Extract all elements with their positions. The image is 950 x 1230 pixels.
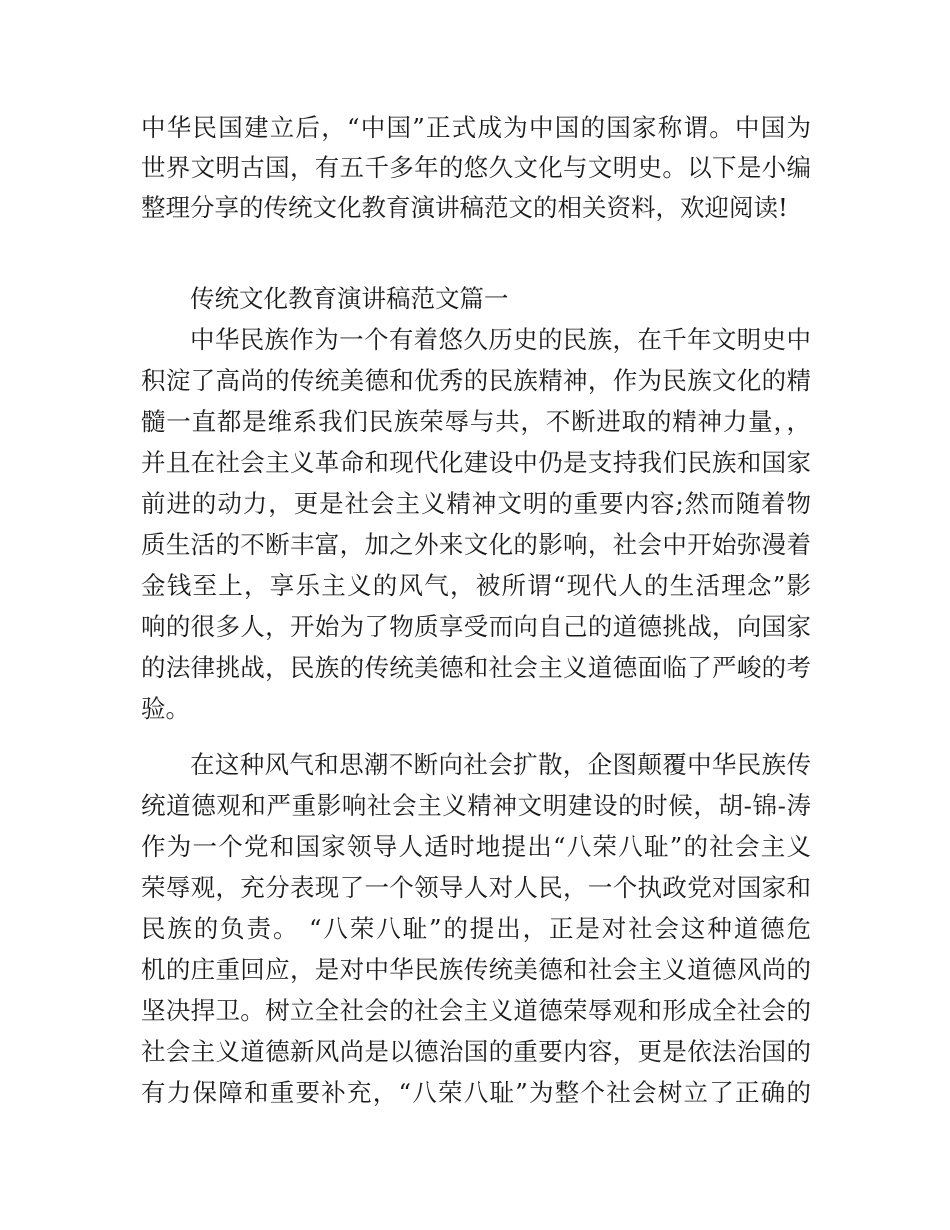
paragraph-line: 坚决捍卫。树立全社会的社会主义道德荣辱观和形成全社会的	[141, 996, 811, 1025]
section-title: 传统文化教育演讲稿范文篇一	[190, 284, 509, 313]
paragraph-line: 社会主义道德新风尚是以德治国的重要内容，更是依法治国的	[141, 1037, 811, 1066]
paragraph-line: 作为一个党和国家领导人适时地提出“八荣八耻”的社会主义	[141, 832, 811, 861]
paragraph-line: 响的很多人，开始为了物质享受而向自己的道德挑战，向国家	[141, 612, 811, 641]
paragraph-line: 中华民族作为一个有着悠久历史的民族，在千年文明史中	[190, 325, 811, 354]
paragraph-line: 的法律挑战，民族的传统美德和社会主义道德面临了严峻的考	[141, 653, 811, 682]
paragraph-line: 在这种风气和思潮不断向社会扩散，企图颠覆中华民族传	[190, 750, 811, 779]
paragraph-line: 并且在社会主义革命和现代化建设中仍是支持我们民族和国家	[141, 448, 811, 477]
paragraph-line: 荣辱观，充分表现了一个领导人对人民，一个执政党对国家和	[141, 873, 811, 902]
intro-line: 中华民国建立后，“中国”正式成为中国的国家称谓。中国为	[141, 113, 811, 142]
intro-line: 整理分享的传统文化教育演讲稿范文的相关资料，欢迎阅读!	[141, 193, 788, 222]
paragraph-line: 验。	[141, 694, 190, 723]
paragraph-line: 民族的负责。 “八荣八耻”的提出，正是对社会这种道德危	[141, 914, 811, 943]
paragraph-line: 积淀了高尚的传统美德和优秀的民族精神，作为民族文化的精	[141, 366, 811, 395]
intro-line: 世界文明古国，有五千多年的悠久文化与文明史。以下是小编	[141, 153, 811, 182]
paragraph-line: 前进的动力，更是社会主义精神文明的重要内容;然而随着物	[141, 489, 811, 518]
paragraph-line: 质生活的不断丰富，加之外来文化的影响，社会中开始弥漫着	[141, 530, 811, 559]
paragraph-line: 统道德观和严重影响社会主义精神文明建设的时候，胡-锦-涛	[141, 791, 811, 820]
paragraph-line: 髓一直都是维系我们民族荣辱与共，不断进取的精神力量，，	[141, 407, 811, 436]
paragraph-line: 有力保障和重要补充，“八荣八耻”为整个社会树立了正确的	[141, 1078, 811, 1107]
paragraph-line: 金钱至上，享乐主义的风气，被所谓“现代人的生活理念”影	[141, 571, 811, 600]
paragraph-line: 机的庄重回应，是对中华民族传统美德和社会主义道德风尚的	[141, 955, 811, 984]
